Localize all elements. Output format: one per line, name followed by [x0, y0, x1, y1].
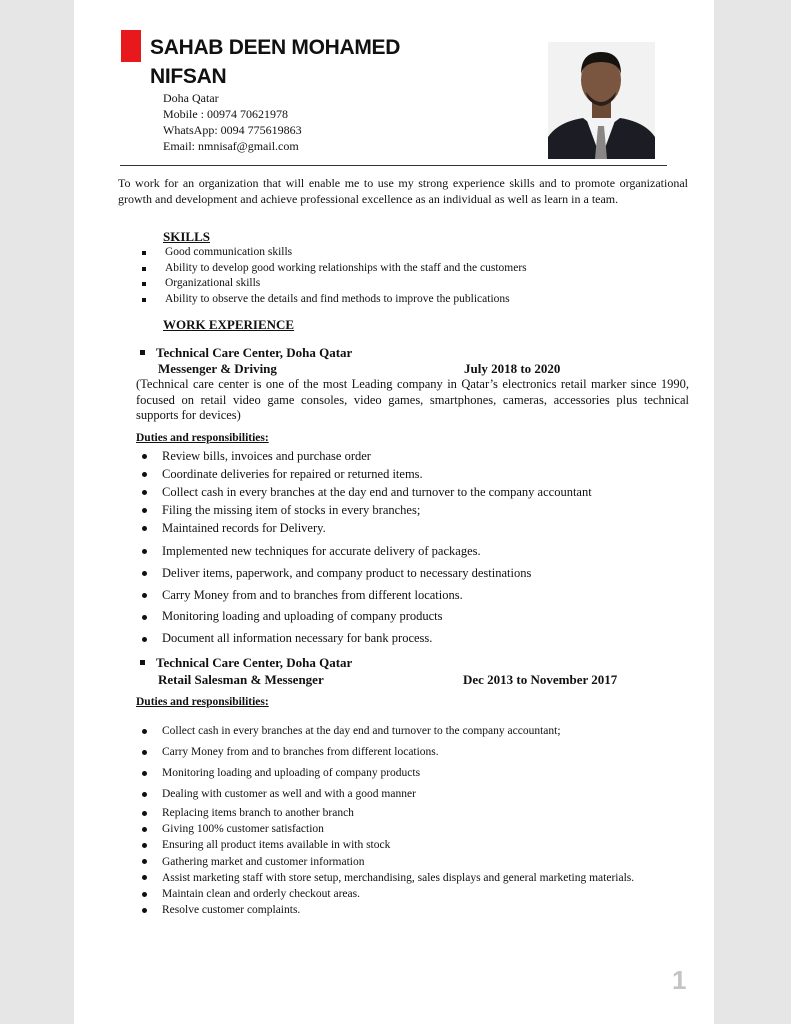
square-bullet-icon	[140, 660, 145, 665]
job-1-company-row	[140, 345, 352, 361]
name-line-2: NIFSAN	[150, 65, 227, 88]
job-1-period: July 2018 to 2020	[464, 361, 561, 376]
job-1-description: (Technical care center is one of the most Leading company in Qatar’s electronics retail marker since 1990, focused on retail video game consoles, video games, smartphones, cameras, accessories plus technical supports for devices)	[136, 377, 689, 423]
duty-item: Maintained records for Delivery.	[136, 519, 592, 537]
accent-bar	[121, 30, 141, 62]
duty-item: Monitoring loading and uploading of company products	[136, 606, 531, 628]
skill-item: Good communication skills	[140, 245, 527, 261]
header-divider	[120, 165, 667, 166]
duty-item: Filing the missing item of stocks in every branches;	[136, 501, 592, 519]
skill-item: Organizational skills	[140, 276, 527, 292]
duty-item: Carry Money from and to branches from different locations.	[136, 742, 561, 763]
duty-item: Dealing with customer as well and with a good manner	[136, 784, 561, 805]
objective-text: To work for an organization that will enable me to use my strong experience skills and to promote organizational growth and development and achieve professional excellence as an individual as well as learn in a team.	[118, 176, 688, 206]
job-2-duties-heading: Duties and responsibilities:	[136, 696, 269, 708]
duty-item: Document all information necessary for bank process.	[136, 628, 531, 650]
duty-item: Gathering market and customer information	[136, 854, 688, 870]
candidate-name	[150, 33, 450, 91]
contact-mobile: Mobile : 00974 70621978	[163, 107, 288, 121]
contact-whatsapp: WhatsApp: 0094 775619863	[163, 123, 302, 137]
duty-item: Resolve customer complaints.	[136, 902, 688, 918]
page-number: 1	[672, 965, 687, 995]
duty-item: Maintain clean and orderly checkout areas.	[136, 886, 688, 902]
duty-item: Carry Money from and to branches from different locations.	[136, 585, 531, 607]
duty-item: Deliver items, paperwork, and company product to necessary destinations	[136, 563, 531, 585]
profile-photo	[548, 42, 655, 159]
job-2-company-row	[140, 655, 352, 671]
work-experience-heading: WORK EXPERIENCE	[163, 317, 295, 332]
duty-item: Implemented new techniques for accurate delivery of packages.	[136, 541, 531, 563]
job-1-duties-list-continued	[136, 541, 531, 650]
job-2-period: Dec 2013 to November 2017	[463, 672, 618, 687]
contact-location: Doha Qatar	[163, 91, 219, 105]
skills-heading: SKILLS	[163, 229, 210, 244]
job-1-company: Technical Care Center, Doha Qatar	[156, 345, 353, 360]
duty-item: Assist marketing staff with store setup, merchandising, sales displays and general marketing materials.	[136, 870, 688, 886]
duty-item: Replacing items branch to another branch	[136, 805, 688, 821]
job-1-role: Messenger & Driving	[158, 361, 277, 376]
skill-item: Ability to observe the details and find methods to improve the publications	[140, 292, 527, 308]
contact-email: Email: nmnisaf@gmail.com	[163, 139, 299, 153]
name-line-1: SAHAB DEEN MOHAMED	[150, 36, 401, 59]
skills-list	[140, 245, 527, 307]
square-bullet-icon	[140, 350, 145, 355]
duty-item: Review bills, invoices and purchase order	[136, 447, 592, 465]
duty-item: Ensuring all product items available in with stock	[136, 837, 688, 853]
duty-item: Monitoring loading and uploading of company products	[136, 763, 561, 784]
job-2-duties-list	[136, 721, 561, 805]
contact-block	[163, 90, 302, 154]
job-2-company: Technical Care Center, Doha Qatar	[156, 655, 353, 670]
skill-item: Ability to develop good working relationships with the staff and the customers	[140, 261, 527, 277]
duty-item: Collect cash in every branches at the day end and turnover to the company accountant	[136, 483, 592, 501]
job-1-duties-list	[136, 447, 592, 537]
job-2-role: Retail Salesman & Messenger	[158, 672, 324, 687]
job-2-duties-list-continued	[136, 805, 688, 918]
job-1-duties-heading: Duties and responsibilities:	[136, 432, 269, 444]
duty-item: Coordinate deliveries for repaired or returned items.	[136, 465, 592, 483]
duty-item: Giving 100% customer satisfaction	[136, 821, 688, 837]
duty-item: Collect cash in every branches at the day end and turnover to the company accountant;	[136, 721, 561, 742]
